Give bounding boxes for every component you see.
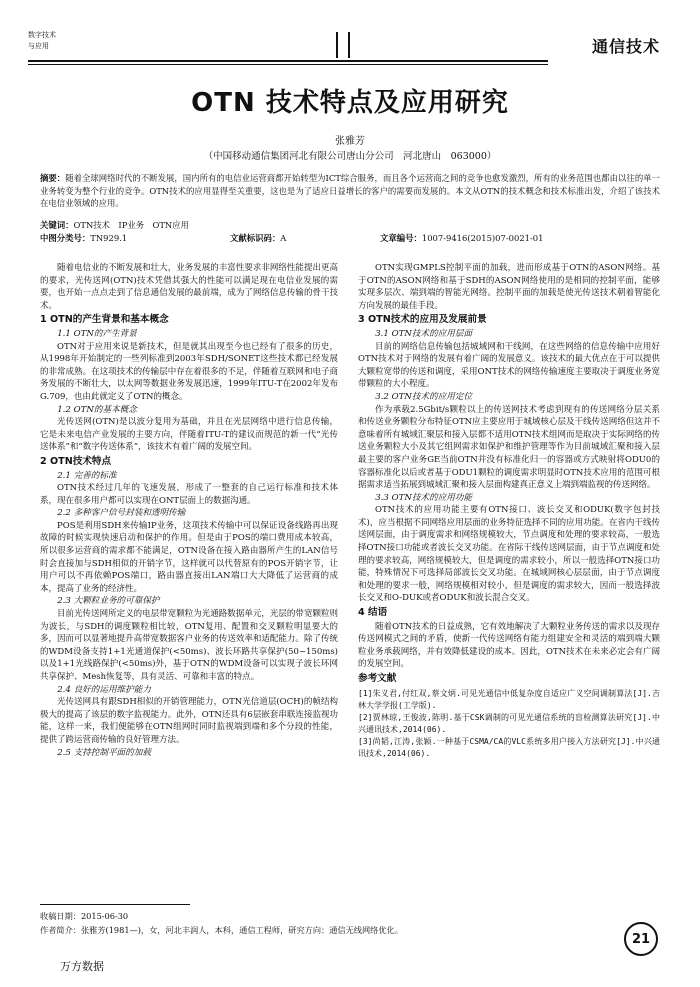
watermark-text: 万方数据	[60, 960, 104, 973]
section-2-heading: 2 OTN技术特点	[40, 455, 112, 467]
section-2-3-heading: 2.3 大颗粒业务的可靠保护	[57, 596, 160, 607]
section-3-3-text: OTN技术的应用功能主要有OTN接口、波长交叉和ODUK(数字包封技术)，应当根据不同网络应用层面的业务特征选择不同的应用功能。在省内干线传送网层面，由于调度需求和网络规模较大，节点调度和处理的要求较高，一般选择OTN接口功能或者波长交叉功能。在省际干线传送网层面，由于节点调度和处理的要求较高，网络规模较大，但是调度的需求较小，所以一般选择OTN接口功能，特殊情况下可选择局部波长交叉功能。在城域网核心层层面，由于节点调度和处理的要求一般，网络规模相对较小，但是调度的需求较大，因而一般选择波长交叉和O-DUK或者ODUK和波长混合交叉。	[358, 505, 660, 604]
section-3-heading: 3 OTN技术的应用及发展前景	[358, 314, 487, 326]
section-1-2-text: 光传送网(OTN)是以波分复用为基础，并且在光层网络中进行信息传输，它是未来电信产业发展的主要方向，伴随着ITU-T的建议而规范的新一代“光传送体系”和“数字传送体系”，该技术有着广阔的发展空间。	[40, 417, 338, 453]
classification-row	[40, 232, 660, 244]
page-number: 21	[631, 931, 651, 947]
right-column	[358, 262, 660, 760]
header-bars	[334, 32, 354, 58]
journal-tag	[28, 30, 56, 52]
keywords-text: OTN技术 IP业务 OTN应用	[73, 220, 190, 230]
section-4-text: 随着OTN技术的日益成熟，它有效地解决了大颗粒业务传送的需求以及现存传送网模式之间的矛盾，使新一代传送网络有能力组建安全和灵活的端到端大颗粒业务承载网络，并有效降低建设的成本。因此，OTN技术在未来必定会有广阔的发展空间。	[358, 621, 660, 670]
received-date: 收稿日期：2015-06-30	[40, 911, 129, 921]
article-number: 文章编号：1007-9416(2015)07-0021-01	[380, 233, 544, 243]
reference-item: [3]尚韬,江涛,张颖.一种基于CSMA/CA的VLC系统多用户接入方法研究[J].中兴通讯技术,2014(06).	[358, 736, 660, 758]
left-column	[40, 262, 338, 759]
section-2-5-heading: 2.5 支持控制平面的加载	[57, 747, 151, 758]
author-name: 张雅芳	[335, 136, 365, 147]
abstract-text: 随着全球网络时代的不断发展，国内所有的电信业运营商都开始转型为ICT综合服务，而且各个运营商之间的竞争也愈发激烈，所有的业务范围也都由以往的单一业务转变为整个行业的竞争。OTN技术的应用显得至关重要，这也是为了适应日益增长的客户的需要而发展的。本文从OTN的技术概念和技术标准出发，介绍了该技术在电信业领域的应用。	[40, 173, 660, 208]
intro-paragraph: 随着电信业的不断发展和壮大，业务发展的丰富性要求非网络性能提出更高的要求，光传送网(OTN)技术凭借其强大的性能可以满足现在电信业发展的需要，也开始一点点走到了信息通信发展的最前端，成为了网络信息传输的骨干技术。	[40, 263, 338, 311]
section-3-3-heading: 3.3 OTN技术的应用功能	[375, 492, 473, 503]
section-2-3-text: 目前光传送网所定义的电层带宽颗粒为光通路数据单元，光层的带宽颗粒则为波长，与SDH的调度颗粒相比较，OTN复用、配置和交叉颗粒明显要大的多，因而可以显著地提升高带宽数据客户业务的传送效率和适配能力。除了传统的WDM设备支持1+1光通道保护(<50ms)、波长环路共享保护(50~150ms)以及1+1光线路保护(<50ms)外，基于OTN的WDM设备可以实现子波长环网共享保护、Mesh恢复等，具有灵活、可靠和丰富的特点。	[40, 609, 338, 682]
section-2-1-text: OTN技术经过几年的飞速发展，形成了一整套的自己运行标准和技术体系，现在很多用户都可以实现在ONT层面上的数据沟通。	[40, 483, 338, 506]
keywords-label: 关键词：	[40, 220, 74, 230]
section-2-4-heading: 2.4 良好的运用维护能力	[57, 684, 151, 695]
page-number-badge	[624, 922, 658, 956]
section-3-1-text: 目前的网络信息传输包括城域网和干线网，在这些网络的信息传输中应用好OTN技术对于网络的发展有着广阔的发展意义。该技术的最大优点在于可以提供大颗粒宽带的传送和调度，采用ONT技术的网络传输速度主要取决于调度业务宽带颗粒的大小程度。	[358, 341, 660, 390]
section-3-2-text: 作为承载2.5Gbit/s颗粒以上的传送网技术考虑到现有的传送网络分层关系和传送业务颗粒分布特征OTN应主要应用于城域核心层及干线传送网络但这并不意味着所有城域汇聚层和接入层都不适用OTN技术组网而是取决于实际网络的传送业务颗粒大小及其它组网需求如保护和维护管理等作为目前城域汇聚和接入层最主要的客户业务GE当前OTN并没有标准化归一的容器或方式映射将ODU0的容器标准化以后或者基于ODU1颗粒的调度需求明显时OTN技术应用的范围可根据需求适当拓展到城域汇聚和接入层面构建真正意义上端到端监视的传送网络。	[358, 404, 660, 491]
article-title: OTN 技术特点及应用研究	[191, 88, 509, 118]
header-rule-thin	[28, 64, 548, 65]
journal-tag-line2: 与应用	[28, 42, 49, 50]
references-list	[358, 688, 660, 760]
section-2-2-text: POS是利用SDH来传输IP业务，这项技术传输中可以保证设备线路再出现故障的时候实现快速启动和保护的作用。但是由于POS的端口费用成本较高，所以很多运营商的需求都不能满足，OTN设备在接入路由器所产生的LAN信号时会直接加与SDH相似的开销字节，这样就可以代替原有的POS开销字节，让用户可以不再依赖POS端口，路由器直接出LAN端口大大降低了运营商的成本，提高了业务的经济性。	[40, 520, 338, 594]
section-1-1-heading: 1.1 OTN的产生背景	[57, 328, 137, 339]
section-3-2-heading: 3.2 OTN技术的应用定位	[375, 391, 473, 402]
journal-tag-line1: 数字技术	[28, 31, 56, 39]
abstract-label: 摘要：	[40, 173, 66, 183]
keywords	[40, 219, 660, 231]
section-2-5-text: OTN实现GMPLS控制平面的加载，进而形成基于OTN的ASON网络。基于OTN的ASON网络和基于SDH的ASON网络使用的是相同的控制平面，能够实现多层次、端到端的智能光网络。控制平面的加载是使光传送技术朝着智能化方向发展的最佳手段。	[358, 263, 660, 311]
running-header	[28, 30, 668, 70]
abstract	[40, 172, 660, 210]
section-2-4-text: 光传送网具有跟SDH相似的开销管理能力，OTN光信道层(OCH)的帧结构极大的提高了该层的数字监视能力。此外，OTN还具有6层嵌套串联连接监视功能，这样一来，我们便能够在OTN组网时同时监视端到端和多个分段的性能，提供了跨运营商传输的良好管理方法。	[40, 697, 338, 745]
section-4-heading: 4 结语	[358, 607, 388, 619]
section-label: 通信技术	[591, 37, 660, 56]
footnote-rule	[40, 904, 190, 905]
section-1-1-text: OTN对于应用来说是新技术，但是就其出现至今也已经有了很多的历史，从1998年开始制定的一些列标准到2003年SDH/SONET这些技术都已经发展的非常成熟。在这项技术的传输层中存在着很多的不足，伴随着互联网和电子商务发展的不断壮大，以太网等数据业务发展迅速，1999年ITU-T在2002年发布G.709，也由此就定义了OTN的概念。	[40, 341, 338, 402]
section-1-2-heading: 1.2 OTN的基本概念	[57, 404, 137, 415]
section-2-1-heading: 2.1 完善的标准	[57, 470, 117, 481]
references-heading: 参考文献	[358, 673, 397, 684]
section-1-heading: 1 OTN的产生背景和基本概念	[40, 314, 169, 326]
affiliation: （中国移动通信集团河北有限公司唐山分公司 河北唐山 063000）	[203, 151, 497, 162]
section-3-1-heading: 3.1 OTN技术的应用层面	[375, 328, 473, 339]
author-bio: 作者简介：张雅芳(1981—)，女，河北丰润人，本科，通信工程师，研究方向：通信无线网络优化。	[40, 925, 403, 935]
reference-item: [1]朱义君,付红双,蔡文炳.可见光通信中低复杂度自适应广义空间调制算法[J].吉林大学学报(工学版).	[358, 688, 660, 710]
doc-code: 文献标识码：A	[230, 233, 287, 243]
reference-item: [2]贾林琼,王俊波,陈明.基于CSK调制的可见光通信系统的盲检测算法研究[J].中兴通讯技术,2014(06).	[358, 712, 660, 734]
section-2-2-heading: 2.2 多种客户信号封装和透明传输	[57, 508, 186, 519]
clc-code: 中图分类号：TN929.1	[40, 233, 128, 243]
header-rule	[28, 60, 548, 62]
